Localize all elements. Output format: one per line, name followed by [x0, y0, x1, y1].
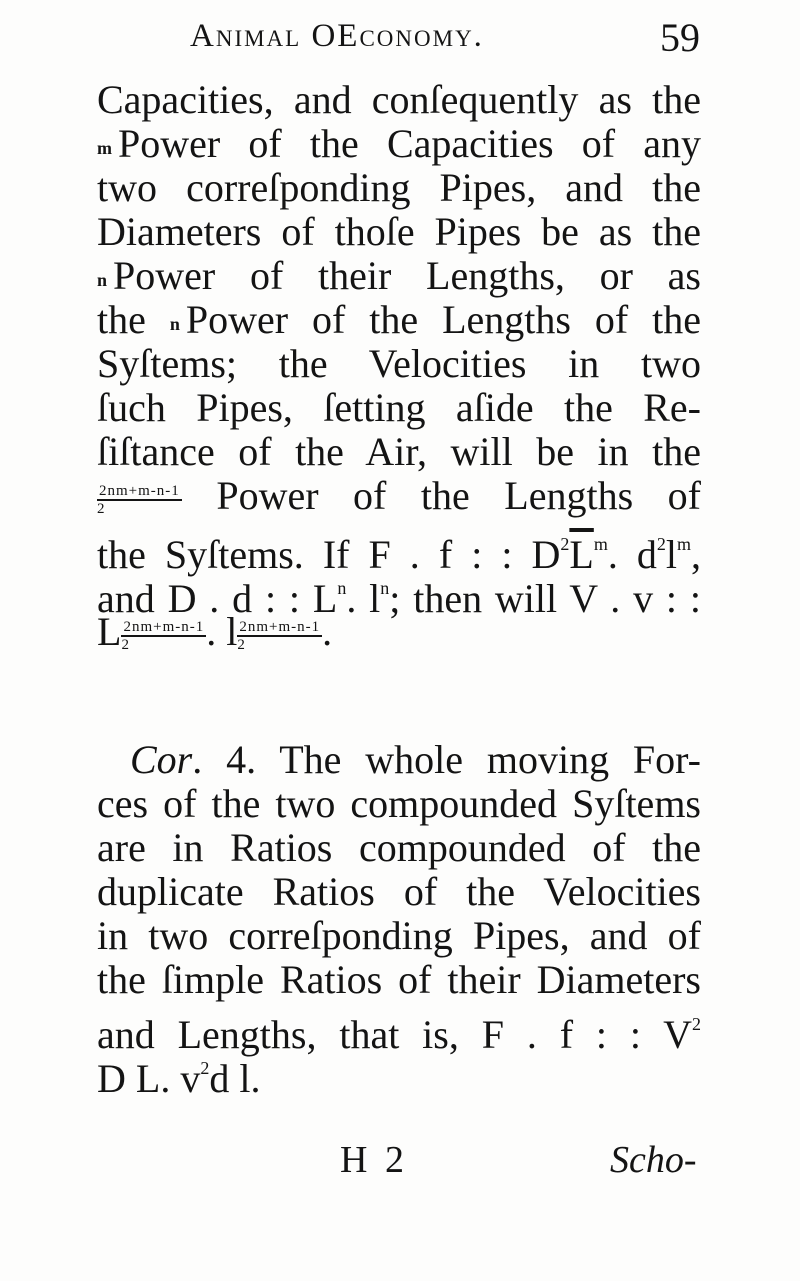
text-line: [97, 870, 701, 914]
line-text: Diameters of thoſe Pipes be as the: [97, 209, 701, 254]
line-text: Syſtems; the Velocities in two: [97, 341, 701, 386]
text-line: [97, 78, 701, 122]
superscript: 2: [200, 1058, 210, 1078]
text-line: [97, 210, 701, 254]
line-text: the Syſtems. If F . f : : D: [97, 532, 561, 577]
line-text: the ſimple Ratios of their Diameters: [97, 957, 701, 1002]
text-line: [97, 166, 701, 210]
line-text: Power of the Lengths of: [216, 473, 701, 518]
exponent-marker: n: [169, 313, 180, 334]
text-line: [97, 430, 701, 474]
fraction-exponent: [121, 619, 206, 653]
fraction-denominator: 2: [97, 500, 106, 517]
superscript: 2: [560, 534, 570, 554]
line-text: . d: [607, 532, 657, 577]
text-line: [97, 914, 701, 958]
text-line: [97, 122, 701, 170]
line-text: Power of the Capacities of any: [118, 121, 701, 166]
text-line: [97, 958, 701, 1002]
line-text: Power of their Lengths, or as: [113, 253, 701, 298]
line-text: and D . d : : L: [97, 576, 338, 621]
text-line: [97, 826, 701, 870]
superscript: 2: [656, 534, 666, 554]
text-line: [97, 298, 701, 346]
fraction-denominator: 2: [237, 636, 246, 653]
line-text: ſiſtance of the Air, will be in the: [97, 429, 701, 474]
line-text: . l: [346, 576, 381, 621]
text-line: [130, 738, 701, 782]
text-line: [97, 610, 701, 654]
signature-mark: H 2: [340, 1139, 408, 1181]
fraction-numerator: 2nm+m-n-1: [99, 482, 180, 499]
corollary-label: Cor: [130, 737, 193, 782]
line-text: ; then will V . v : :: [389, 576, 701, 621]
line-text: d l.: [209, 1056, 261, 1101]
exponent-marker: n: [97, 269, 108, 290]
line-text: $\overline{L}$: [569, 532, 594, 577]
page-number: 59: [660, 15, 700, 60]
line-text: ſuch Pipes, ſetting aſide the Re-: [97, 385, 701, 430]
line-text: two correſponding Pipes, and the: [97, 165, 701, 210]
superscript: n: [380, 578, 390, 598]
text-line: [97, 782, 701, 826]
text-line: [97, 1046, 701, 1101]
superscript: m: [593, 534, 608, 554]
line-text: the: [97, 297, 146, 342]
page-header: [190, 12, 710, 68]
line-text: . l: [206, 609, 238, 654]
fraction-exponent: [237, 619, 322, 653]
text-line: [97, 386, 701, 430]
text-line: [97, 254, 701, 302]
superscript: m: [677, 534, 692, 554]
text-line: [97, 342, 701, 386]
line-text: duplicate Ratios of the Velocities: [97, 869, 701, 914]
line-text: and Lengths, that is, F . f : : V: [97, 1012, 692, 1057]
fraction-denominator: 2: [121, 636, 130, 653]
line-text: .: [322, 609, 333, 654]
catchword: Scho-: [610, 1139, 697, 1181]
text-line: [97, 474, 701, 518]
line-text: l: [665, 532, 677, 577]
line-text: are in Ratios compounded of the: [97, 825, 701, 870]
line-text: ,: [691, 532, 702, 577]
line-text: ces of the two compounded Syſtems: [97, 781, 701, 826]
fraction-exponent: [97, 483, 182, 517]
running-head: Animal OEconomy.: [190, 18, 484, 54]
line-text: L: [97, 609, 122, 654]
exponent-marker: m: [97, 137, 112, 158]
superscript: n: [337, 578, 347, 598]
fraction-numerator: 2nm+m-n-1: [123, 618, 205, 635]
line-text: . 4. The whole moving For-: [192, 737, 701, 782]
fraction-numerator: 2nm+m-n-1: [239, 618, 321, 635]
line-text: in two correſponding Pipes, and of: [97, 913, 701, 958]
line-text: D L. v: [97, 1056, 201, 1101]
line-text: Power of the Lengths of the: [185, 297, 702, 342]
line-text: Capacities, and conſequently as the: [97, 77, 701, 122]
superscript: 2: [692, 1014, 701, 1034]
